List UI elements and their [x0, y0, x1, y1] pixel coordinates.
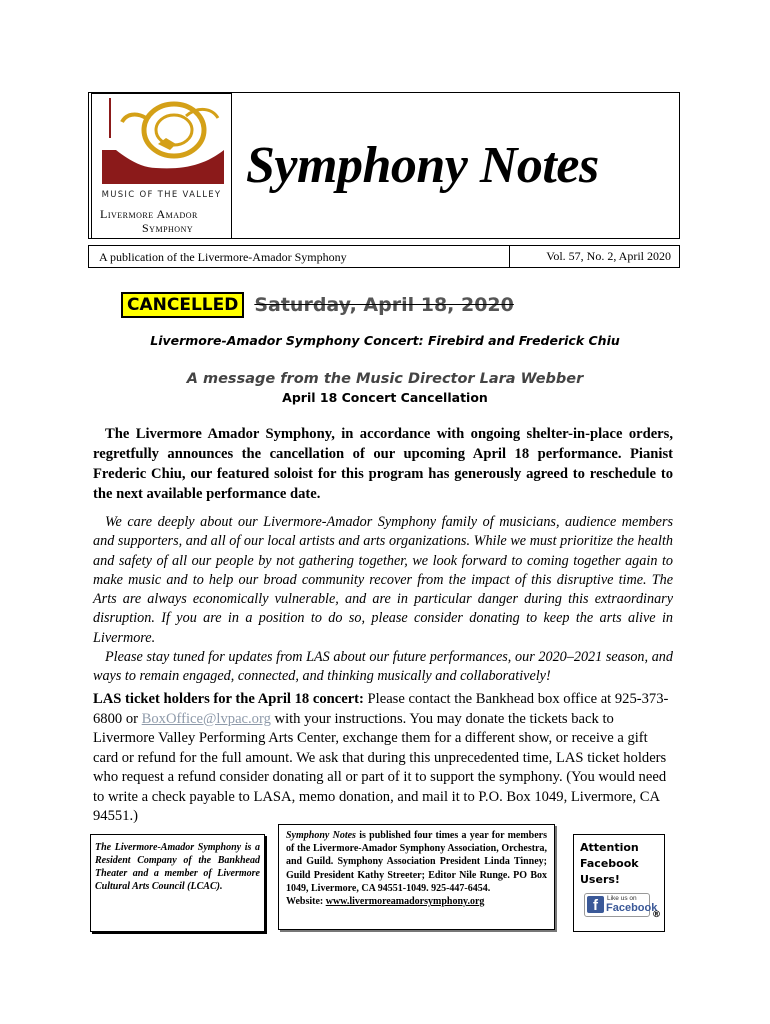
- publication-bar: [88, 245, 680, 268]
- registered-mark: ®: [652, 910, 661, 920]
- facebook-like-button[interactable]: [584, 893, 658, 917]
- divider: [509, 246, 510, 267]
- message-heading: A message from the Music Director Lara Webber: [186, 371, 584, 387]
- facebook-wordmark: Facebook: [606, 902, 658, 914]
- message-subheading: April 18 Concert Cancellation: [282, 390, 488, 405]
- facebook-box: [573, 834, 665, 932]
- ticket-holders-text: Please contact the Bankhead box office at 925-373-6800 or: [93, 691, 669, 727]
- website-label: Website:: [286, 896, 324, 908]
- newsletter-title: Symphony Notes: [246, 137, 599, 194]
- logo-name-symphony: Symphony: [142, 221, 194, 235]
- logo-name-line: Livermore Amador: [100, 207, 198, 221]
- publication-name: Symphony Notes: [286, 830, 356, 841]
- lead-paragraph: The Livermore Amador Symphony, in accordance with ongoing shelter-in-place orders, regretfully announces the cancellation of our upcoming April 18 performance. Pianist Frederic Chiu, our featured soloist for this program has generously agreed to reschedule to the next available performance date.: [93, 426, 673, 502]
- cancelled-date: Saturday, April 18, 2020: [254, 294, 514, 316]
- website-link[interactable]: www.livermoreamadorsymphony.org: [325, 896, 485, 908]
- logo-tagline: MUSIC OF THE VALLEY: [101, 190, 222, 200]
- facebook-attention: Attention: [580, 841, 639, 854]
- volume-issue: Vol. 57, No. 2, April 2020: [546, 249, 671, 263]
- cancelled-badge: CANCELLED: [121, 292, 244, 318]
- ticket-holders-paragraph: [93, 690, 673, 827]
- message-body: [93, 513, 673, 687]
- message-paragraph: Please stay tuned for updates from LAS about our future performances, our 2020–2021 season, and ways to remain engaged, connected, and thinking musically and collaboratively!: [93, 649, 673, 685]
- publication-line: A publication of the Livermore-Amador Symphony: [99, 250, 347, 264]
- resident-company-box: The Livermore-Amador Symphony is a Resident Company of the Bankhead Theater and a member of Livermore Cultural Arts Council (LCAC).: [90, 834, 265, 932]
- symphony-logo: [91, 93, 232, 239]
- cancellation-notice: [121, 292, 514, 318]
- french-horn-icon: [96, 98, 228, 190]
- publication-info-text: is published four times a year for members of the Livermore-Amador Symphony Association, Orchestra, and Guild. Symphony Association President Linda Tinney; Guild President Kathy Streeter; Editor Nile Runge. PO Box 1049, Livermore, CA 94551-1049. 925-447-6454.: [286, 830, 548, 894]
- concert-title: Livermore-Amador Symphony Concert: Firebird and Frederick Chiu: [150, 333, 620, 348]
- ticket-holders-label: LAS ticket holders for the April 18 concert:: [93, 691, 364, 707]
- ticket-holders-text: with your instructions. You may donate the tickets back to Livermore Valley Performing Arts Center, exchange them for a different show, or receive a gift card or refund for the full amount. We ask that during this unprecedented time, LAS ticket holders who request a refund consider donating all or part of it to support the symphony. (You would need to write a check payable to LASA, memo donation, and mail it to P.O. Box 1049, Livermore, CA 94551.): [93, 710, 667, 824]
- publication-info-box: [278, 824, 555, 930]
- facebook-like-text: Like us on: [607, 895, 637, 902]
- facebook-attention: Users!: [580, 873, 620, 886]
- message-paragraph: We care deeply about our Livermore-Amador Symphony family of musicians, audience members and supporters, and all of our local artists and arts organizations. While we must prioritize the health and safety of all our people by not gathering together, we look forward to coming together again to make music and to help our broad community recover from the impact of this disruptive time. The Arts are always economically vulnerable, and are in particular danger during this extraordinary disruption. If you are in a position to do so, please consider donating to keep the arts alive in Livermore.: [93, 514, 673, 646]
- facebook-attention: Facebook: [580, 857, 639, 870]
- facebook-icon: f: [587, 896, 604, 913]
- box-office-email-link[interactable]: BoxOffice@lvpac.org: [141, 710, 271, 727]
